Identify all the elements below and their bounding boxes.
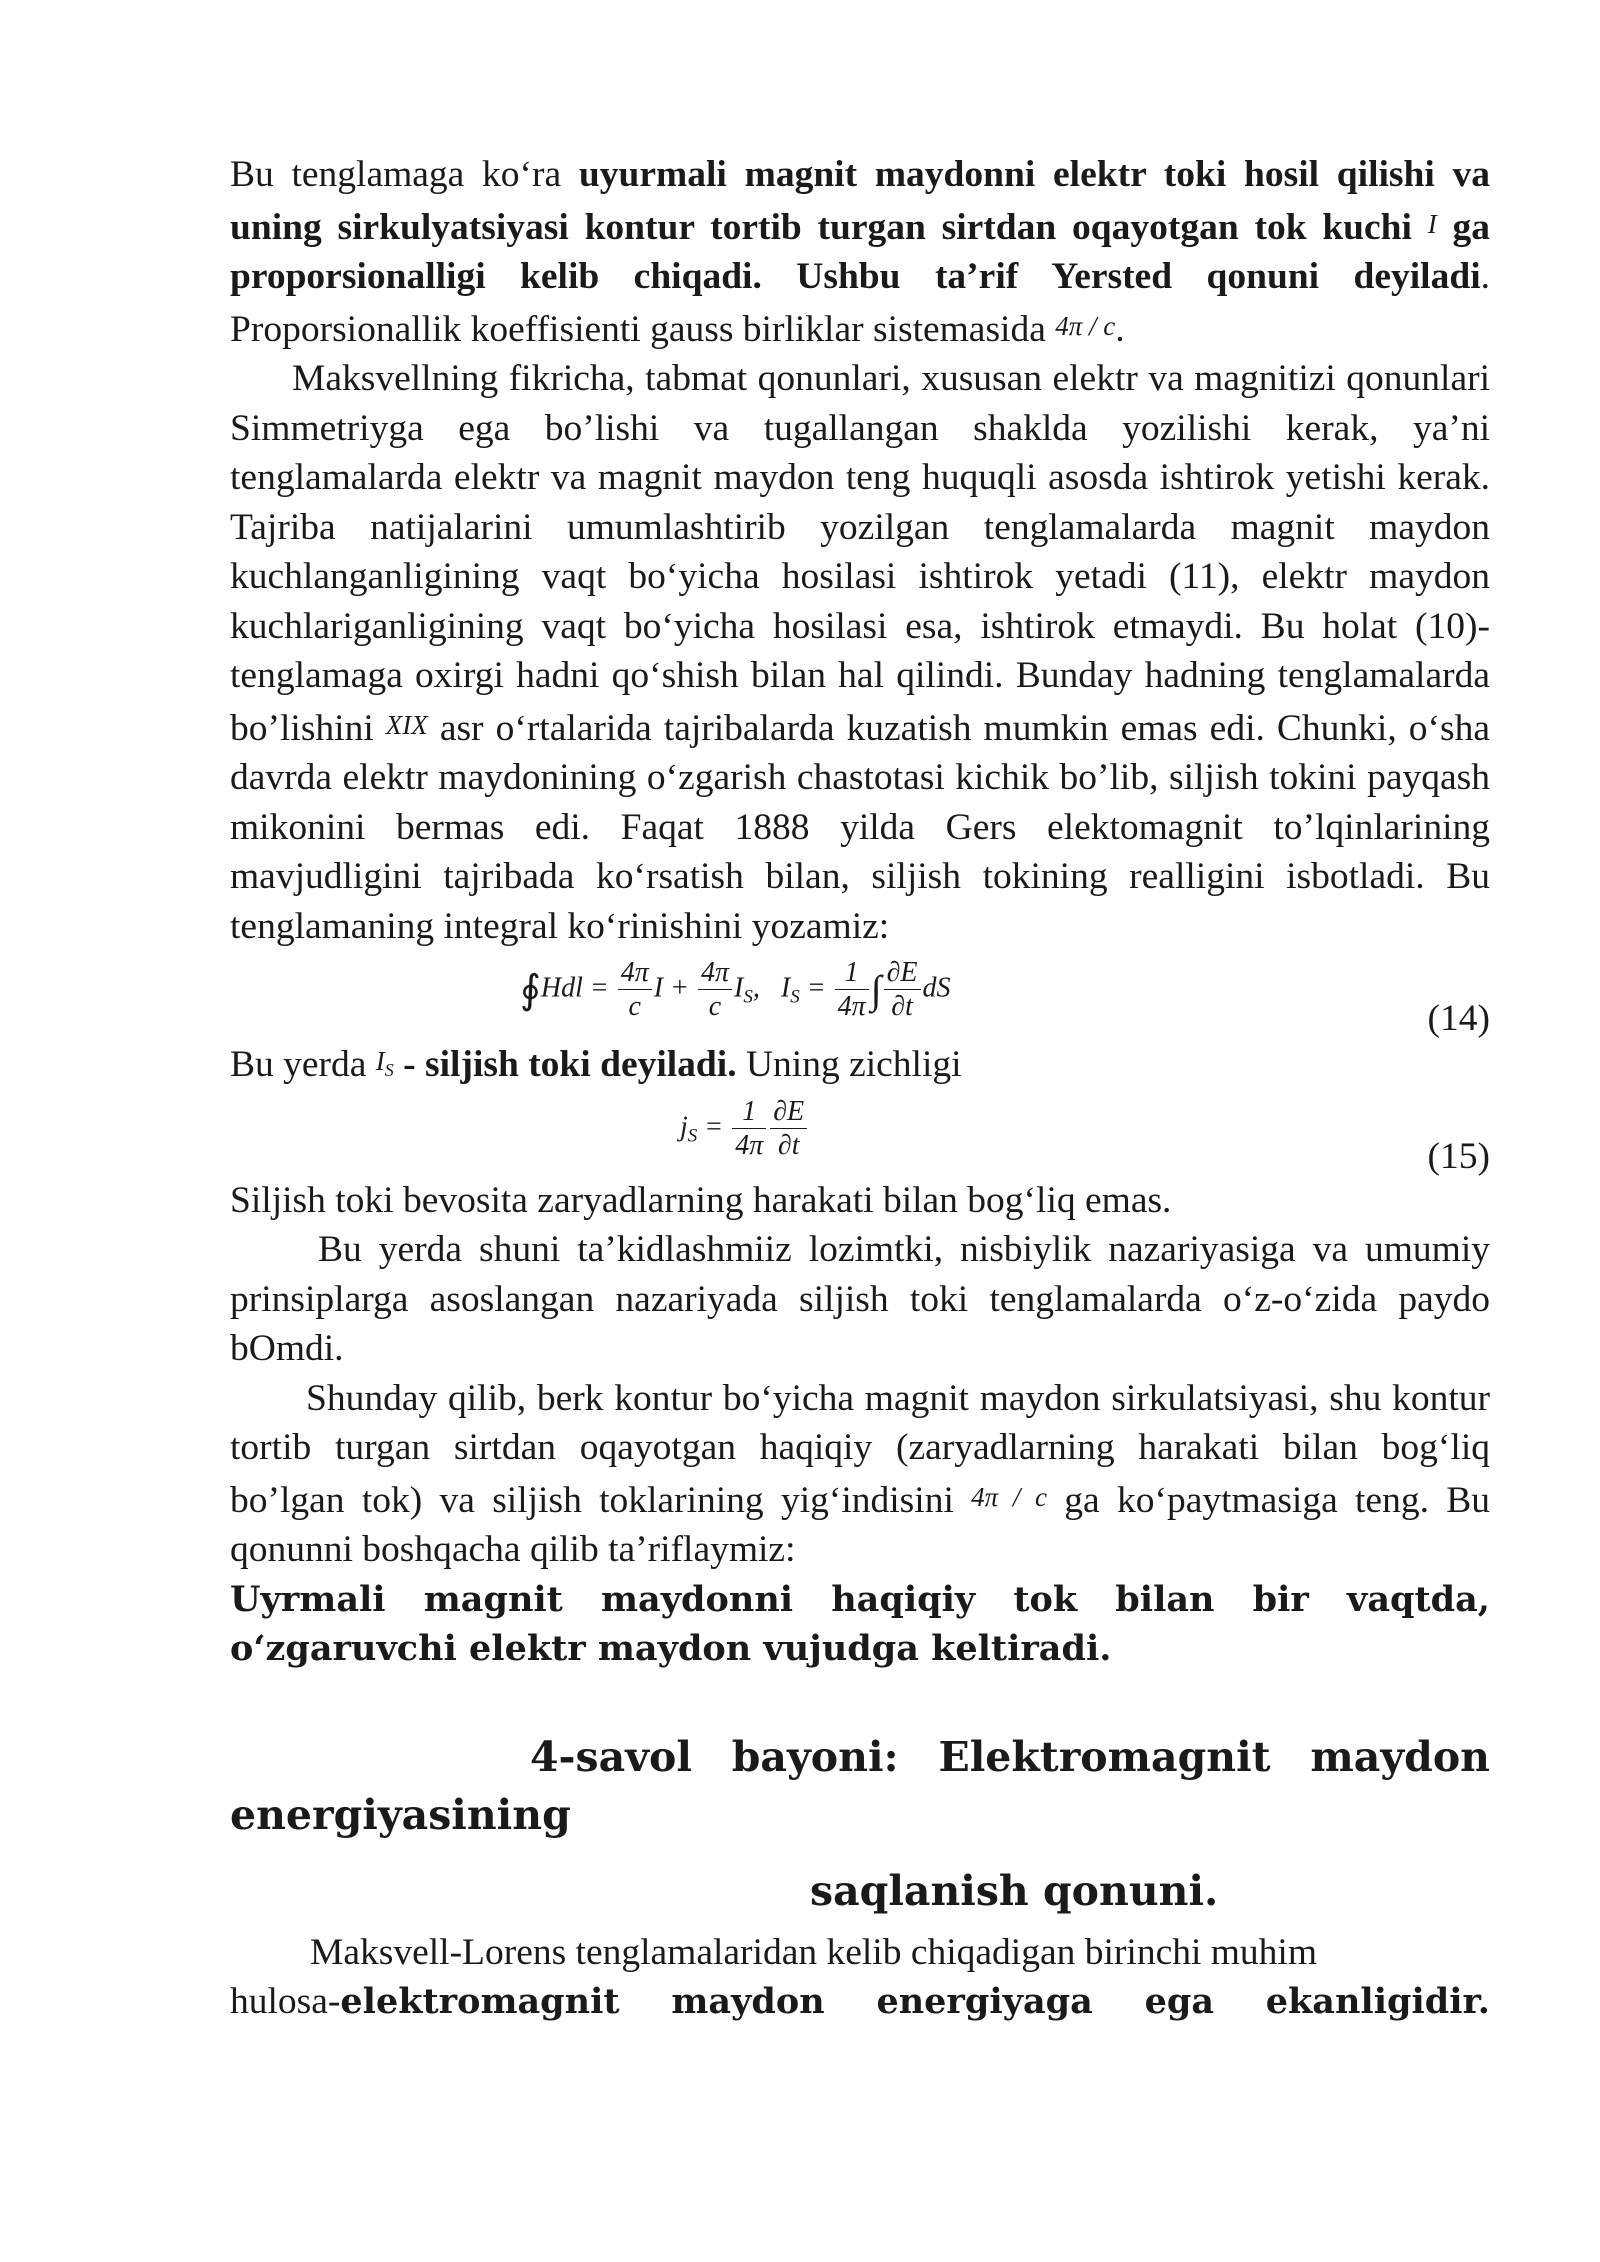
fraction-numerator: 4π bbox=[698, 959, 732, 990]
fraction-numerator: ∂E bbox=[884, 959, 921, 990]
eq-lhs: Hdl = bbox=[540, 972, 609, 1004]
eq-term: I bbox=[780, 972, 791, 1004]
eq-term: I bbox=[734, 972, 744, 1004]
text: Maksvell-Lorens tenglamalaridan kelib chiqadigan birinchi muhim bbox=[310, 1931, 1318, 1973]
subscript: S bbox=[743, 986, 753, 1008]
fraction bbox=[732, 1095, 766, 1161]
eq-lhs: j bbox=[680, 1110, 688, 1142]
equation-15 bbox=[230, 1096, 1490, 1176]
paragraph-bold-law: Uyrmali magnit maydonni haqiqiy tok bilan bir vaqtda, o‘zgaruvchi elektr maydon vujudga keltiradi. bbox=[230, 1578, 1490, 1669]
text: asr o‘rtalarida tajribalarda kuzatish mumkin emas edi. Chunki, o‘sha davrda elektr maydonining o‘zgarish chastotasi kichik bo’lib, siljish tokini payqash mikonini bermas edi. Faqat 1888 yilda Gers elektomagnit to’lqinlarining mavjudligini tajribada ko‘rsatish bilan, siljish tokining realligini isbotladi. Bu tenglamaning integral ko‘rinishini yozamiz: bbox=[230, 707, 1490, 947]
text: Uning zichligi bbox=[736, 1044, 962, 1085]
symbol-coefficient: 4π / c bbox=[971, 1481, 1047, 1512]
heading-word: bayoni: bbox=[731, 1732, 899, 1781]
paragraph-yersted-law bbox=[230, 150, 1490, 354]
fraction bbox=[698, 959, 732, 1021]
text: ga ko‘paytmasiga teng. Bu qonunni boshqacha qilib ta’riflaymiz: bbox=[230, 1479, 1491, 1570]
fraction bbox=[770, 1095, 807, 1161]
subscript: S bbox=[790, 986, 800, 1008]
bold-word: elektromagnit bbox=[340, 1981, 620, 2022]
bold-statement: uyurmali magnit maydonni elektr toki hosil qilishi va uning sirkulyatsiyasi kontur tortib turgan sirtdan oqayotgan tok kuchi bbox=[230, 154, 1491, 248]
line-start bbox=[230, 1977, 620, 2027]
heading-line-2: energiyasining bbox=[230, 1790, 571, 1839]
bold-definition: - siljish toki deyiladi. bbox=[393, 1044, 737, 1085]
eq-term: dS bbox=[922, 972, 951, 1004]
text: Maksvellning fikricha, tabmat qonunlari, xususan elektr va magnitizi qonunlari Simmetriyga ega bo’lishi va tugallangan shaklda yozilishi kerak, ya’ni tenglamalarda elektr va magnit maydon teng huquqli asosda ishtirok yetishi kerak. Tajriba natijalarini umumlashtirib yozilgan tenglamalarda magnit maydon kuchlanganligining vaqt bo‘yicha hosilasi ishtirok yetadi (11), elektr maydon kuchlariganligining vaqt bo‘yicha hosilasi esa, ishtirok etmaydi. Bu holat (10)-tenglamaga oxirgi hadni qo‘shish bilan hal qilindi. Bunday hadning tenglamalarda bo’lishini bbox=[230, 358, 1490, 749]
contour-integral-sign: ∮ bbox=[520, 967, 541, 1012]
document-page bbox=[230, 150, 1490, 2027]
equation-number: (14) bbox=[1427, 997, 1490, 1039]
comma: , bbox=[752, 972, 760, 1004]
fraction bbox=[618, 959, 652, 1021]
paragraph-maxwell bbox=[230, 354, 1490, 951]
integral-sign: ∫ bbox=[870, 967, 882, 1012]
text: hulosa- bbox=[230, 1981, 341, 2022]
paragraph-maxwell-lorentz bbox=[230, 1928, 1490, 1978]
subscript: S bbox=[384, 1060, 394, 1080]
text: Shunday qilib, berk kontur bo‘yicha magnit maydon sirkulatsiyasi, shu kontur tortib turgan sirtdan oqayotgan haqiqiy (zaryadlarning harakati bilan bog‘liq bo’lgan tok) va siljish toklarining yig‘indisini bbox=[230, 1377, 1490, 1521]
paragraph-relativity: Bu yerda shuni ta’kidlashmiiz lozimtki, nisbiylik nazariyasiga va umumiy prinsiplarga asoslangan nazariyada siljish toki tenglamalarda o‘z-o‘zida paydo bOmdi. bbox=[230, 1229, 1490, 1369]
heading-word: Elektromagnit bbox=[938, 1732, 1271, 1781]
text: Bu tenglamaga ko‘ra bbox=[230, 154, 579, 195]
symbol-century: XIX bbox=[385, 709, 428, 740]
fraction bbox=[835, 959, 869, 1021]
bold-word: maydon bbox=[671, 1981, 825, 2022]
equation-15-body bbox=[680, 1095, 809, 1161]
bold-word: ekanligidir. bbox=[1265, 1981, 1490, 2022]
heading-word: maydon bbox=[1310, 1732, 1490, 1781]
fraction-denominator: ∂t bbox=[891, 991, 913, 1022]
paragraph-not-related: Siljish toki bevosita zaryadlarning harakati bilan bog‘liq emas. bbox=[230, 1179, 1172, 1221]
section-heading bbox=[230, 1728, 1490, 1920]
fraction-numerator: 1 bbox=[732, 1098, 766, 1129]
symbol-coefficient: 4π / c bbox=[1055, 310, 1116, 341]
bold-word: ega bbox=[1144, 1981, 1214, 2022]
heading-line-1 bbox=[230, 1728, 1490, 1786]
fraction-numerator: 4π bbox=[618, 959, 652, 990]
symbol-is: I bbox=[375, 1046, 385, 1076]
bold-statement-end: ga proporsionalligi kelib chiqadi. Ushbu ta’rif Yersted qonuni deyiladi bbox=[230, 206, 1491, 297]
text: Bu yerda bbox=[230, 1044, 376, 1085]
bold-line bbox=[230, 1977, 1490, 2027]
equals-sign: = bbox=[704, 1110, 724, 1142]
fraction-numerator: ∂E bbox=[770, 1098, 807, 1129]
equals-sign: = bbox=[806, 972, 826, 1004]
equation-14 bbox=[230, 951, 1490, 1037]
paragraph-conclusion bbox=[230, 1374, 1490, 1575]
bold-word: energiyaga bbox=[876, 1981, 1093, 2022]
heading-word: 4-savol bbox=[530, 1732, 692, 1781]
fraction-denominator: 4π bbox=[735, 1129, 764, 1161]
paragraph-displacement-current bbox=[230, 1037, 1490, 1096]
text: . Proporsionallik koeffisienti gauss birliklar sistemasida bbox=[230, 256, 1490, 350]
text: . bbox=[1115, 308, 1125, 350]
subscript: S bbox=[687, 1124, 698, 1146]
equation-14-body bbox=[520, 959, 951, 1021]
equation-number: (15) bbox=[1427, 1136, 1490, 1177]
fraction bbox=[884, 959, 921, 1021]
fraction-numerator: 1 bbox=[835, 959, 869, 990]
fraction-denominator: ∂t bbox=[777, 1129, 800, 1161]
symbol-current-i: I bbox=[1427, 208, 1437, 239]
fraction-denominator: 4π bbox=[837, 991, 866, 1022]
fraction-denominator: c bbox=[708, 991, 722, 1022]
fraction-denominator: c bbox=[628, 991, 641, 1022]
eq-term: I + bbox=[653, 972, 689, 1004]
heading-line-3: saqlanish qonuni. bbox=[810, 1866, 1219, 1915]
